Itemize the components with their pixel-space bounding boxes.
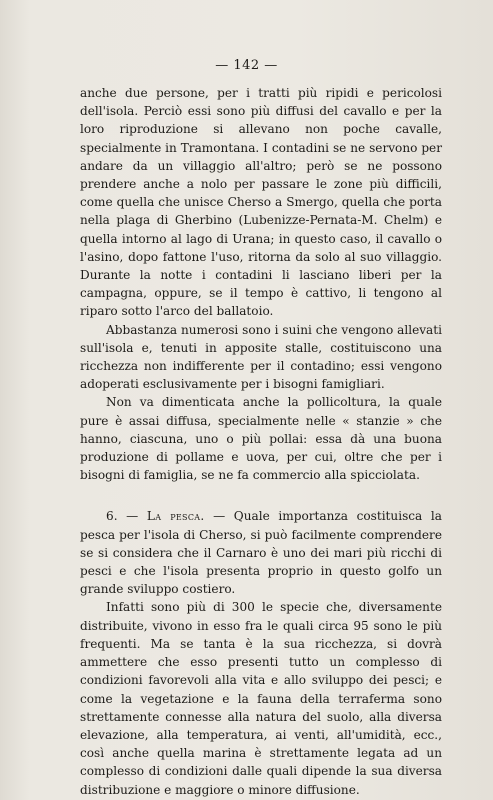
paragraph-fishing-intro: [80, 507, 442, 598]
paragraph-poultry: Non va dimenticata anche la pollicoltura, la quale pure è assai diffusa, specialmente nelle « stanzie » che hanno, ciascuna, uno o più pollai: essa dà una buona produzione di pollame e uova, per cui, oltre che per i bisogni di famiglia, se ne fa commercio alla spicciolata.: [80, 395, 442, 483]
section-number: 6. —: [106, 509, 139, 524]
paragraph-fish-species: Infatti sono più di 300 le specie che, diversamente distribuite, vivono in esso fra le quali circa 95 sono le più frequenti. Ma se tanta è la sua ricchezza, si dovrà ammettere che esso presenti tutto un complesso di condizioni favorevoli alla vita e allo sviluppo dei pesci; e come la vegetazione e la fauna della terraferma sono strettamente connesse alla natura del suolo, alla diversa elevazione, alla temperatura, ai venti, all'umidità, ecc., così anche quella marina è strettamente legata ad un complesso di condizioni dalle quali dipende la sua diversa distribuzione e maggiore o minore diffusione.: [80, 600, 442, 797]
section-title: La pesca.: [146, 509, 205, 524]
page-number: — 142 —: [215, 58, 278, 73]
body-text: [80, 84, 442, 799]
section-gap: [80, 484, 442, 507]
paragraph-fishing-intro-text: — Quale importanza costituisca la pesca per l'isola di Cherso, si può facilmente comprendere se si considera che il Carnaro è uno dei mari più ricchi di pesci e che l'isola presenta proprio in questo golfo un grande sviluppo costiero.: [80, 509, 442, 597]
paragraph-equines: anche due persone, per i tratti più ripidi e pericolosi dell'isola. Perciò essi sono più diffusi del cavallo e per la loro riproduzione si allevano non poche cavalle, specialmente in Tramontana. I contadini se ne servono per andare da un villaggio all'altro; però se ne possono prendere anche a nolo per passare le zone più difficili, come quella che unisce Cherso a Smergo, quella che porta nella plaga di Gherbino (Lubenizze-Pernata-M. Chelm) e quella intorno al lago di Urana; in questo caso, il cavallo o l'asino, dopo fattone l'uso, ritorna da solo al suo villaggio. Durante la notte i contadini li lasciano liberi per la campagna, oppure, se il tempo è cattivo, li tengono al riparo sotto l'arco del ballatoio.: [80, 86, 442, 319]
paragraph-pigs: Abbastanza numerosi sono i suini che vengono allevati sull'isola e, tenuti in apposite stalle, costituiscono una ricchezza non indifferente per il contadino; essi vengono adoperati esclusivamente per i bisogni famigliari.: [80, 322, 442, 392]
